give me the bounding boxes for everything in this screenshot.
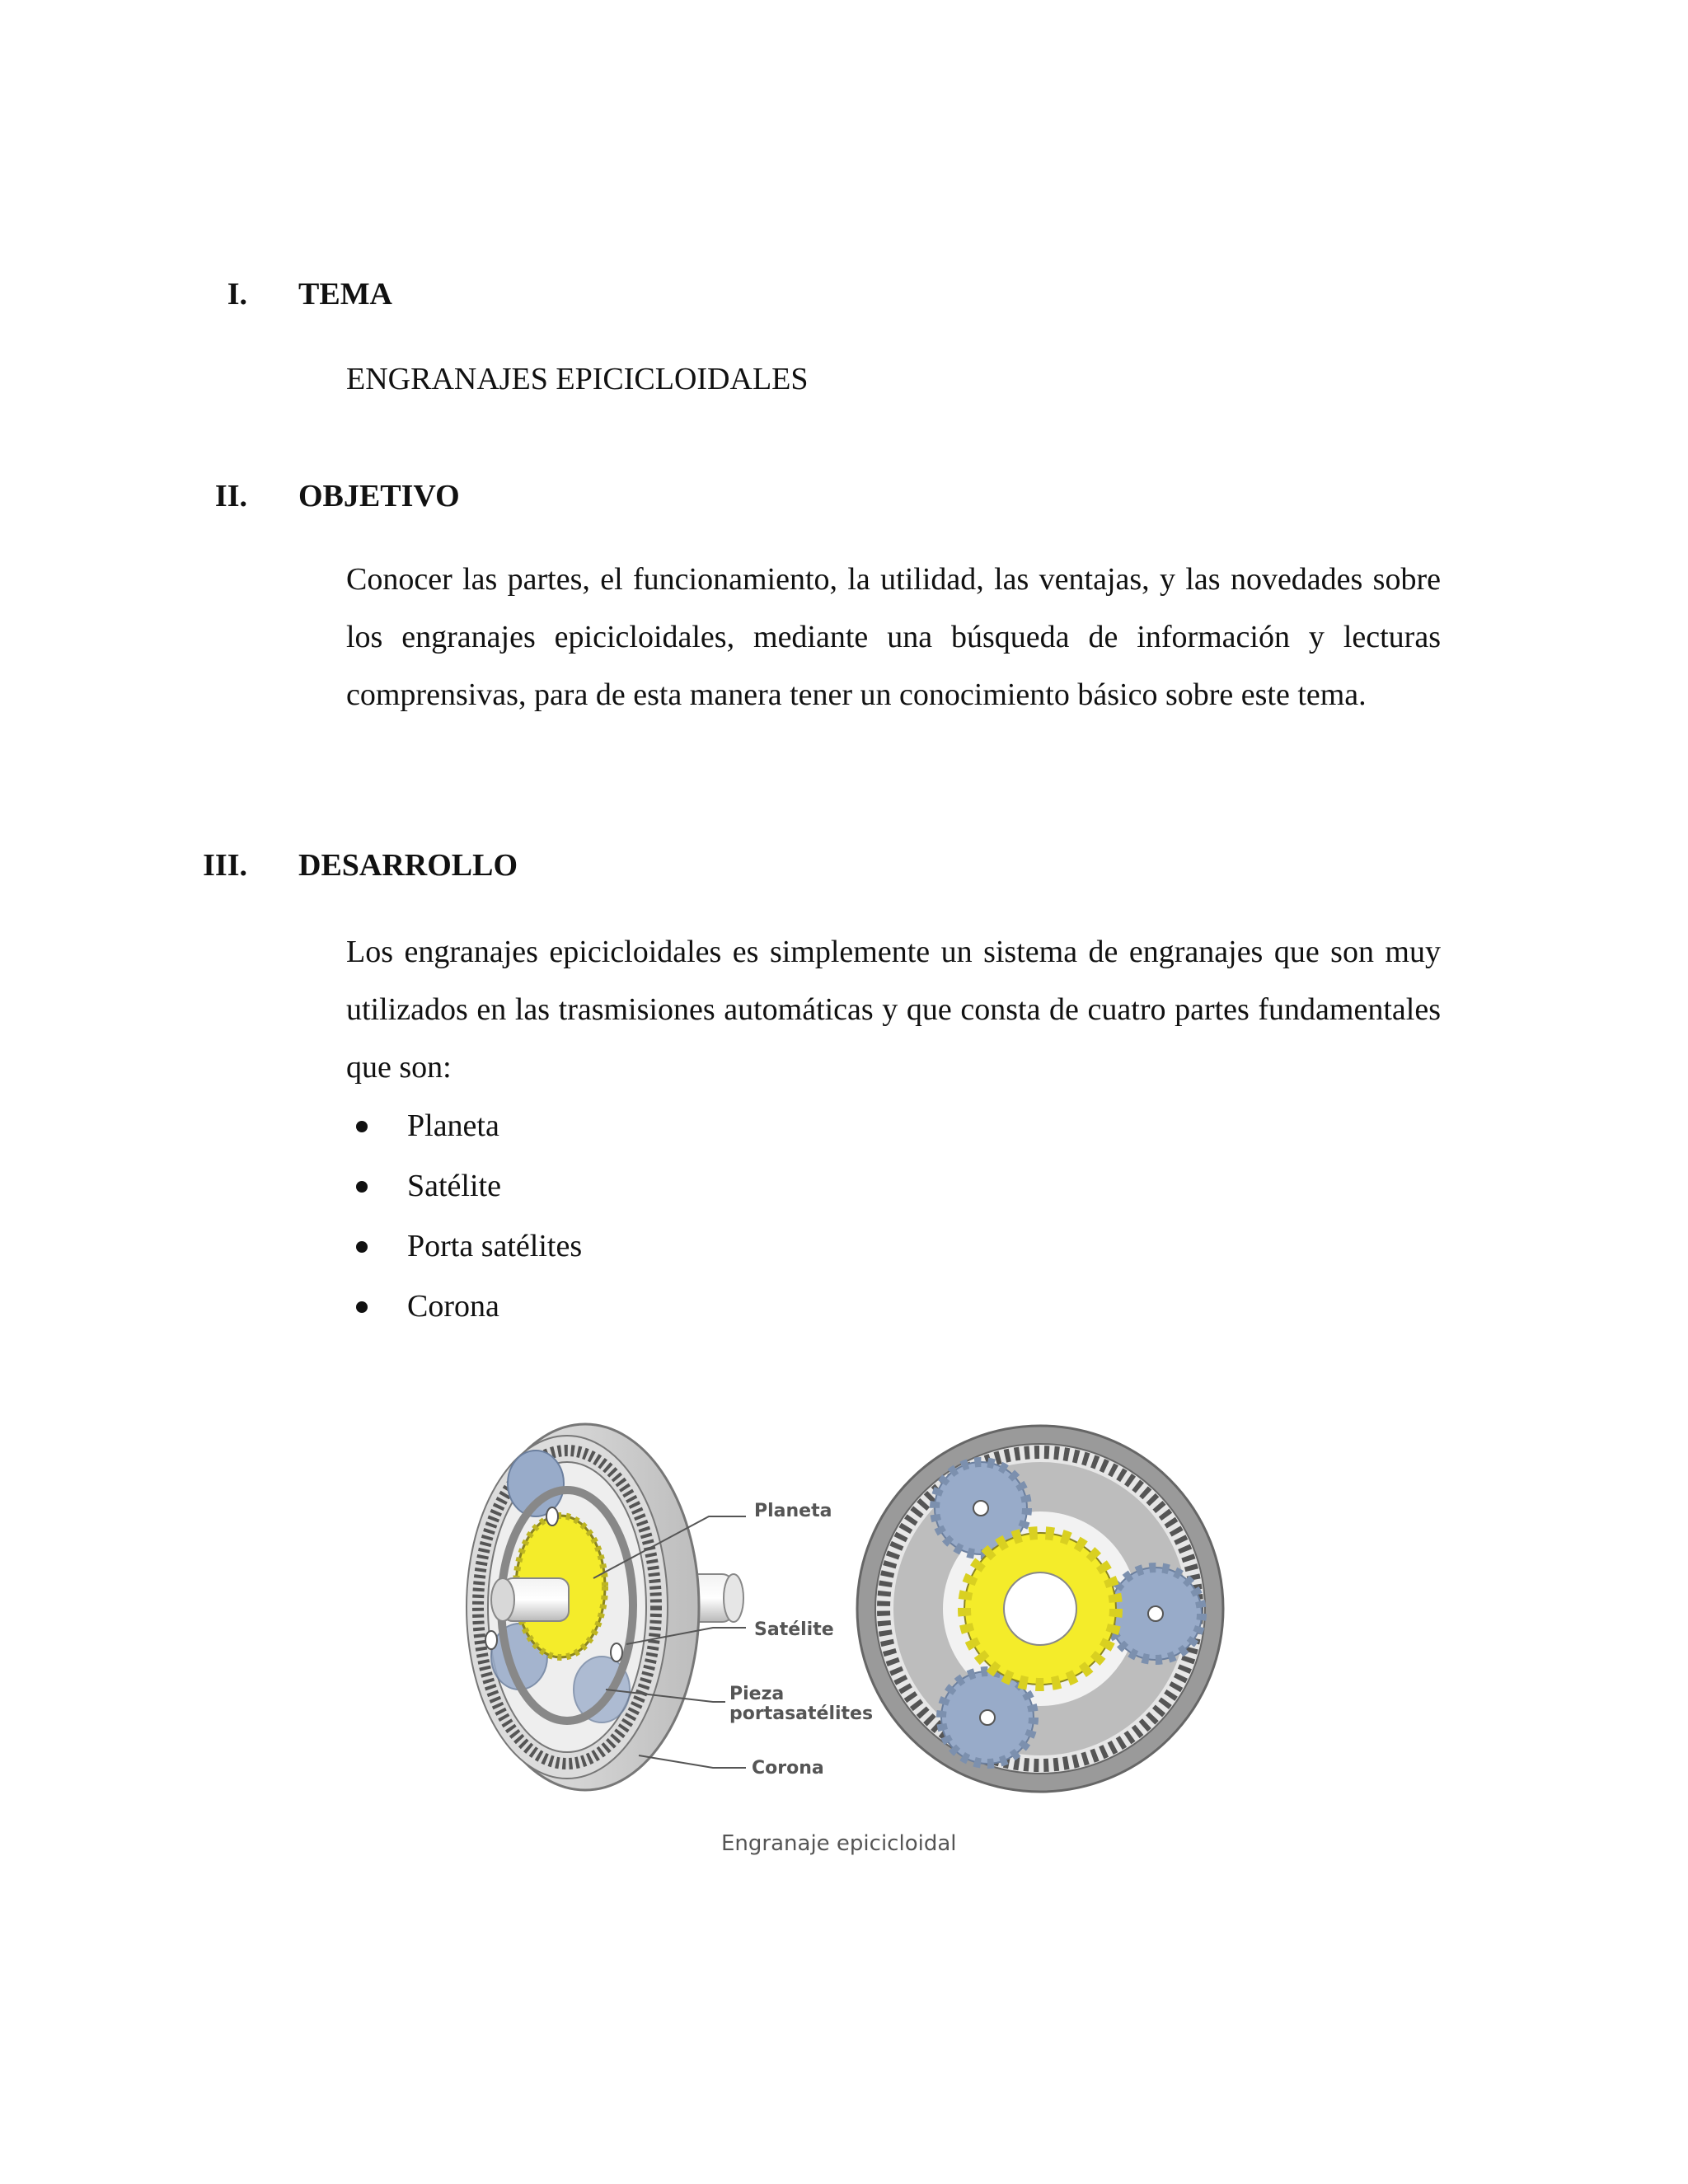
front-gear-view	[857, 1426, 1223, 1792]
objetivo-paragraph: Conocer las partes, el funcionamiento, la utilidad, las ventajas, y las novedades sobre los engranajes epicicloidales, mediante una búsqueda de información y lecturas comprensivas, para de esta manera tener un conocimiento básico sobre este tema.	[346, 562, 1441, 712]
planet-bore	[1004, 1572, 1076, 1645]
gear-diagram-figure	[429, 1393, 1269, 1871]
desarrollo-paragraph: Los engranajes epicicloidales es simplemente un sistema de engranajes que son muy utilizados en las trasmisiones automáticas y que consta de cuatro partes fundamentales que son:	[346, 935, 1441, 1085]
section-title: OBJETIVO	[298, 479, 460, 513]
carrier-hole	[485, 1631, 497, 1649]
list-item	[346, 1156, 582, 1216]
label-corona: Corona	[752, 1758, 824, 1779]
list-item	[346, 1216, 582, 1277]
parts-list	[346, 1096, 582, 1337]
list-item-text: Porta satélites	[407, 1229, 583, 1263]
bullet-icon	[356, 1181, 368, 1193]
list-item	[346, 1277, 582, 1337]
label-satelite: Satélite	[754, 1619, 834, 1640]
section-number: I.	[227, 277, 247, 312]
bullet-icon	[356, 1241, 368, 1253]
label-pieza: Pieza	[729, 1684, 785, 1704]
section-number: II.	[214, 479, 247, 513]
carrier-hole	[611, 1643, 622, 1661]
section-title: DESARROLLO	[298, 848, 518, 883]
section-title: TEMA	[298, 277, 392, 312]
label-portasatelites: portasatélites	[729, 1704, 874, 1724]
label-planeta: Planeta	[754, 1501, 832, 1521]
tema-text: ENGRANAJES EPICICLOIDALES	[346, 362, 809, 396]
section-number: III.	[203, 848, 247, 883]
front-shaft-end	[491, 1578, 514, 1621]
list-item-text: Satélite	[407, 1169, 501, 1203]
perspective-gear-view	[467, 1424, 743, 1790]
bullet-icon	[356, 1301, 368, 1313]
satellite-gear	[1109, 1568, 1202, 1660]
bullet-icon	[356, 1121, 368, 1132]
list-item-text: Planeta	[407, 1108, 499, 1143]
list-item	[346, 1096, 582, 1156]
gear-diagram	[429, 1393, 1269, 1871]
list-item-text: Corona	[407, 1289, 499, 1324]
shaft-end	[724, 1574, 743, 1622]
figure-caption: Engranaje epicicloidal	[721, 1831, 957, 1856]
carrier-hole	[546, 1507, 558, 1526]
